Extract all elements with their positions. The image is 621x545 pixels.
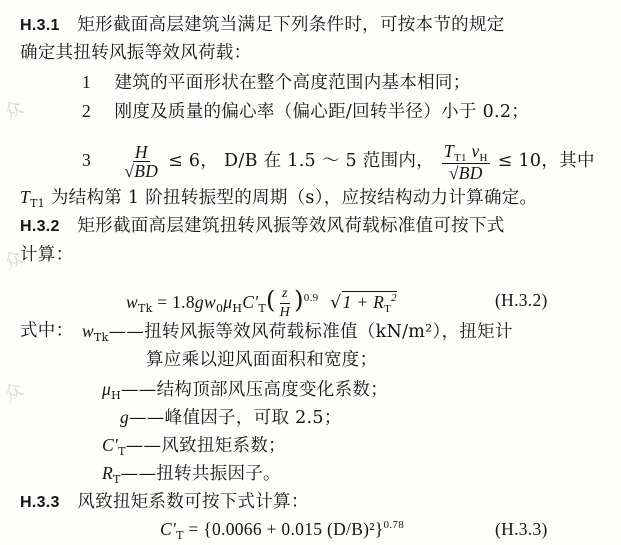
- list-item-condition-3: [82, 140, 595, 182]
- clause-number: H.3.2: [20, 218, 60, 235]
- list-item: [82, 71, 471, 94]
- clause-h31-line1: [20, 14, 505, 37]
- list-item-number: 3: [82, 150, 92, 170]
- watermark: 众: [0, 96, 27, 124]
- clause-number: H.3.1: [20, 17, 60, 34]
- equation-number: (H.3.3): [495, 519, 548, 539]
- clause-h33-line1: [20, 491, 309, 514]
- relation: ≤ 10，其中: [497, 151, 595, 171]
- definition-row: $C'_T——$风致扭矩系数；: [102, 435, 286, 458]
- sqrt-term: $1 + R_T^2$: [342, 292, 397, 315]
- list-item-text: 刚度及质量的偏心率（偏心距/回转半径）小于 0.2；: [114, 102, 530, 122]
- fraction-tt1vh-over-sqrt-bd: $\frac{T_{T1} v_H}{√BD}$: [443, 140, 488, 183]
- equation-number: (H.3.2): [495, 290, 548, 310]
- list-item-number: 1: [82, 72, 92, 92]
- watermark: 众: [0, 378, 27, 406]
- clause-text: 矩形截面高层建筑扭转风振等效风荷载标准值可按下式: [77, 216, 505, 236]
- definition-row: $R_T——$扭转共振因子。: [102, 463, 281, 486]
- tt1-definition: $T_{T1}$ 为结构第 1 阶扭转振型的周期（s），应按结构动力计算确定。: [20, 187, 538, 210]
- definition-row: $w_{Tk}——$扭转风振等效风荷载标准值（kN/m²），扭矩计: [82, 321, 513, 344]
- clause-number: H.3.3: [20, 494, 60, 511]
- fraction-h-over-sqrt-bd: $\frac{H}{√BD}$: [124, 142, 159, 181]
- list-item-text: 建筑的平面形状在整个高度范围内基本相同；: [114, 73, 471, 93]
- clause-h32-line1: [20, 215, 505, 238]
- clause-text: 风致扭矩系数可按下式计算：: [77, 492, 309, 512]
- list-item: [82, 100, 529, 123]
- clause-text: 矩形截面高层建筑当满足下列条件时，可按本节的规定: [77, 15, 505, 35]
- formula-h32: $w_{Tk} = 1.8gw_0\mu_HC'_T$( $\frac{z}{H}$ )$^{0.9}$ $√1 + R_T^2$: [126, 286, 397, 320]
- definition-row: $\mu_H——$结构顶部风压高度变化系数；: [102, 379, 388, 402]
- clause-h32-line2: 计算：: [20, 245, 74, 265]
- definition-row: 算应乘以迎风面面积和宽度；: [146, 350, 378, 370]
- formula-h33: $C'_T = \{0.0066 + 0.015$ (D/B)²}$^{0.78}$: [160, 519, 404, 542]
- relation: ≤ 6，: [168, 151, 219, 171]
- clause-h31-line2: 确定其扭转风振等效风荷载：: [20, 43, 252, 63]
- where-label: 式中：: [20, 321, 74, 341]
- condition-text: D/B 在 1.5 ～ 5 范围内，: [224, 151, 435, 171]
- watermark: 众: [0, 246, 27, 274]
- list-item-number: 2: [82, 101, 92, 121]
- definition-row: g——峰值因子，可取 2.5；: [120, 407, 342, 428]
